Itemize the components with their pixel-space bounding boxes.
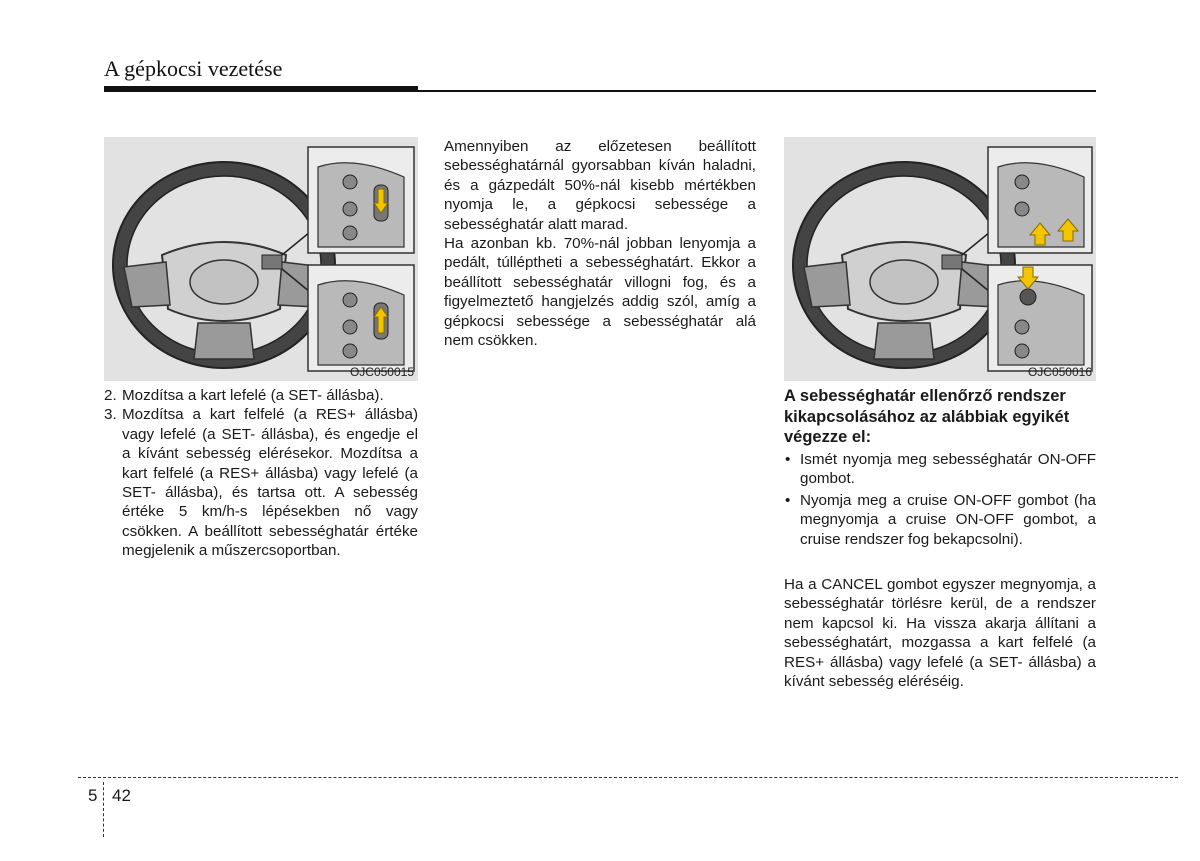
step-number: 2.	[104, 387, 117, 404]
paragraph: Amennyiben az előzetesen beállított sebességhatárnál gyorsabban kíván haladni, és a gázpedált 50%-nál kisebb mértékben nyomja le, a gépkocsi sebessége a sebességhatár alatt marad.	[444, 138, 756, 233]
header-rule-thin	[418, 90, 1096, 92]
switch-closeup-icon	[308, 147, 414, 253]
figure-code-left: OJC050015	[349, 365, 414, 379]
bullet-list	[784, 450, 1096, 549]
paragraph: Ha azonban kb. 70%-nál jobban lenyomja a pedált, túlléptheti a sebességhatárt. Ekkor a beállított sebességhatár villogni fog, és a figyelmeztető hangjelzés addig szól, amíg a gépkocsi sebessége a sebességhatár alá nem csökken.	[444, 235, 756, 350]
switch-closeup-icon	[988, 265, 1092, 371]
paragraph: Ha a CANCEL gombot egyszer megnyomja, a sebességhatár törlésre kerül, de a rendszer nem kapcsol ki. Ha vissza akarja állítani a sebességhatárt, mozgassa a kart felfelé (a RES+ állásba) vagy lefelé (a SET- állásba) a kívánt sebesség eléréséig.	[784, 576, 1096, 691]
figure-left	[104, 137, 418, 381]
switch-closeup-icon	[988, 147, 1092, 253]
list-item	[784, 450, 1096, 489]
right-column-text	[784, 450, 1096, 691]
figure-code-right: OJC050016	[1027, 365, 1092, 379]
switch-closeup-icon	[308, 265, 414, 371]
steering-wheel-icon	[104, 137, 418, 381]
footer-dashed-divider	[103, 782, 104, 837]
left-column-text	[104, 386, 418, 561]
bullet-icon: •	[785, 491, 791, 509]
header-rule-thick	[104, 86, 418, 92]
list-item	[104, 386, 418, 405]
list-item	[784, 491, 1096, 549]
chapter-number: 5	[88, 786, 98, 805]
bullet-icon: •	[785, 451, 791, 468]
step-text: Mozdítsa a kart lefelé (a SET- állásba).	[122, 387, 384, 404]
steering-wheel-icon	[784, 137, 1096, 381]
figure-right	[784, 137, 1096, 381]
steps-list	[104, 386, 418, 561]
section-heading: A sebességhatár ellenőrző rendszer kikapcsolásához az alábbiak egyikét végezze el:	[784, 387, 1070, 446]
step-text: Mozdítsa a kart felfelé (a RES+ állásba) vagy lefelé (a SET- állásba), és engedje el a kívánt sebesség elérésekor. Mozdítsa a kart felfelé (a RES+ állásba) vagy lefelé (a SET- állásba), és tartsa ott. A sebesség értéke 5 km/h-s lépésekben nő vagy csökken. A beállított sebességhatár értéke megjelenik a műszercsoportban.	[122, 406, 418, 560]
bullet-text: Nyomja meg a cruise ON-OFF gombot (ha megnyomja a cruise ON-OFF gombot, a cruise rendszer fog bekapcsolni).	[800, 491, 1096, 548]
step-number: 3.	[104, 406, 117, 424]
page-number: 42	[112, 786, 131, 805]
middle-column-text	[444, 137, 756, 350]
bullet-text: Ismét nyomja meg sebességhatár ON-OFF gombot.	[800, 451, 1096, 488]
footer-dashed-rule	[78, 777, 1178, 778]
page-header-title: A gépkocsi vezetése	[104, 56, 283, 81]
list-item	[104, 405, 418, 560]
